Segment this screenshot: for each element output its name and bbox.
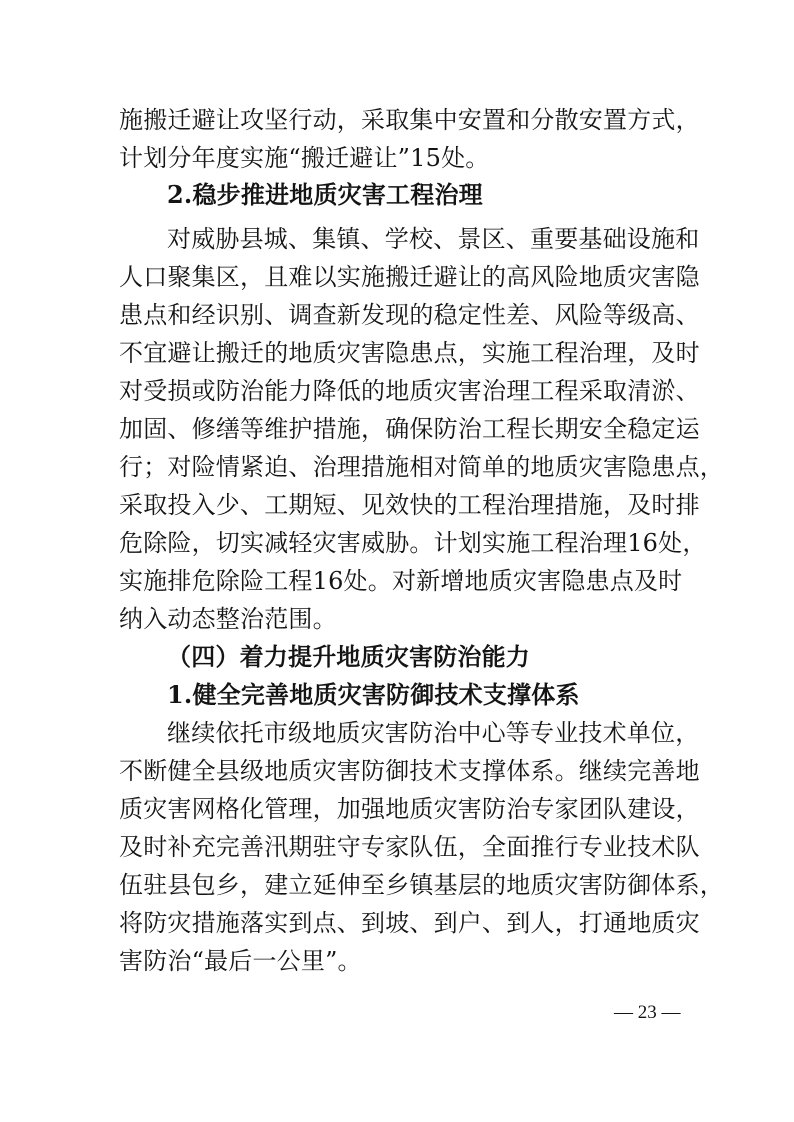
body-text-line: 纳入动态整治范围。 [119, 605, 337, 633]
page-number: — 23 — [614, 1002, 681, 1023]
section-heading: 1.健全完善地质灾害防御技术支撑体系 [167, 680, 580, 709]
body-text-line: 对受损或防治能力降低的地质灾害治理工程采取清淤、 [119, 377, 700, 405]
body-text-line: 人口聚集区，且难以实施搬迁避让的高风险地质灾害隐 [119, 263, 700, 291]
body-text-line: 行；对险情紧迫、治理措施相对简单的地质灾害隐患点， [119, 453, 724, 481]
body-text-line: 及时补充完善汛期驻守专家队伍，全面推行专业技术队 [119, 833, 700, 861]
section-heading: 2.稳步推进地质灾害工程治理 [167, 180, 483, 209]
body-text-line: 施搬迁避让攻坚行动，采取集中安置和分散安置方式， [119, 106, 700, 134]
body-text-line: 不宜避让搬迁的地质灾害隐患点，实施工程治理，及时 [119, 339, 700, 367]
chapter-heading: （四）着力提升地质灾害防治能力 [167, 642, 530, 671]
body-text-line: 计划分年度实施“搬迁避让”15处。 [119, 144, 490, 172]
body-text-line: 不断健全县级地质灾害防御技术支撑体系。继续完善地 [119, 757, 700, 785]
body-text-line: 将防灾措施落实到点、到坡、到户、到人，打通地质灾 [119, 909, 700, 937]
body-text-line: 患点和经识别、调查新发现的稳定性差、风险等级高、 [119, 301, 700, 329]
body-text-line: 实施排危除险工程16处。对新增地质灾害隐患点及时 [119, 567, 683, 595]
body-text-line: 对威胁县城、集镇、学校、景区、重要基础设施和 [167, 225, 700, 253]
body-text-line: 伍驻县包乡，建立延伸至乡镇基层的地质灾害防御体系， [119, 871, 724, 899]
body-text-line: 继续依托市级地质灾害防治中心等专业技术单位， [167, 719, 700, 747]
body-text-line: 危除险，切实减轻灾害威胁。计划实施工程治理16处， [119, 529, 707, 557]
body-text-line: 害防治“最后一公里”。 [119, 947, 362, 975]
body-text-line: 采取投入少、工期短、见效快的工程治理措施，及时排 [119, 491, 700, 519]
body-text-line: 加固、修缮等维护措施，确保防治工程长期安全稳定运 [119, 415, 700, 443]
body-text-line: 质灾害网格化管理，加强地质灾害防治专家团队建设， [119, 795, 700, 823]
